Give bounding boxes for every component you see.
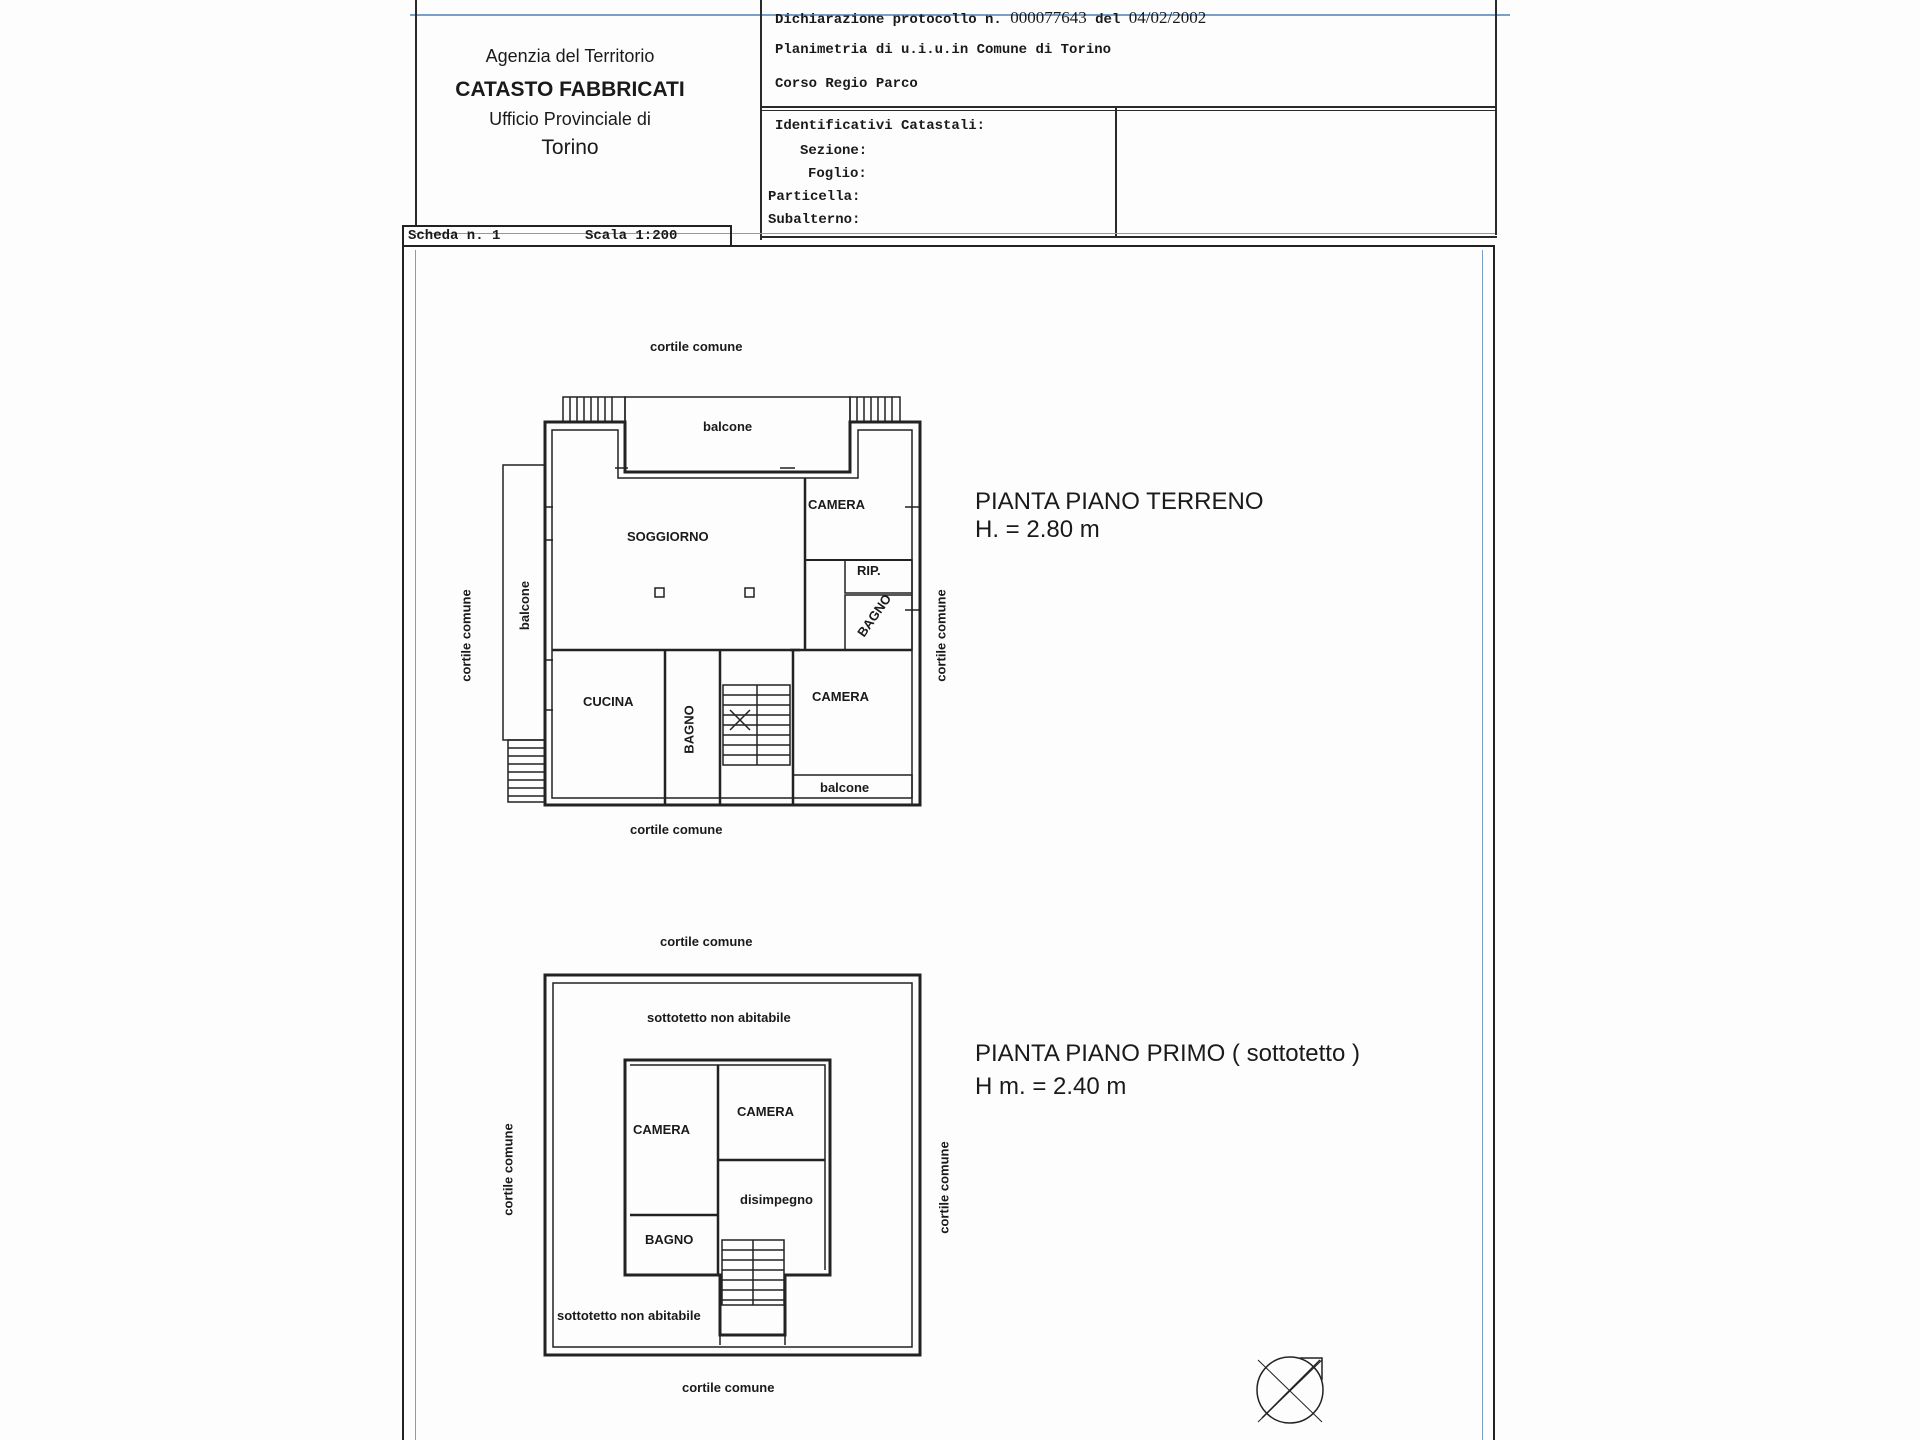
ff-bagno-label: BAGNO	[645, 1232, 694, 1247]
gf-balcone-left-label: balcone	[517, 580, 533, 631]
gf-balcone-top	[625, 397, 850, 472]
gf-courtyard-bottom: cortile comune	[630, 822, 723, 837]
protocol-label: Dichiarazione protocollo n.	[775, 12, 1002, 28]
ff-stair	[722, 1240, 784, 1305]
agency-name: Agenzia del Territorio	[485, 46, 655, 66]
north-arrow	[1257, 1357, 1323, 1423]
gf-camera-1-label: CAMERA	[808, 497, 866, 512]
date-label: del	[1095, 12, 1121, 28]
ff-attic-top: sottotetto non abitabile	[647, 1010, 791, 1025]
gf-courtyard-left: cortile comune	[458, 589, 474, 682]
gf-height: H. = 2.80 m	[975, 516, 1100, 543]
ff-outer-wall	[545, 975, 920, 1355]
agency-catasto: CATASTO FABBRICATI	[455, 78, 685, 101]
ff-courtyard-top: cortile comune	[660, 934, 753, 949]
gf-bagno-1-label: BAGNO	[854, 591, 895, 640]
cadastral-title: Identificativi Catastali:	[775, 118, 986, 134]
protocol-number: 000077643	[1010, 8, 1087, 27]
gf-balcone-bottom-label: balcone	[820, 780, 870, 795]
ff-disimpegno-label: disimpegno	[740, 1192, 813, 1207]
ff-inner-wall	[553, 983, 912, 1347]
protocol-date: 04/02/2002	[1128, 8, 1207, 27]
subalterno-label: Subalterno:	[768, 212, 861, 228]
gf-bagno-2-label: BAGNO	[681, 705, 697, 754]
sezione-label: Sezione:	[800, 143, 868, 159]
gf-stair-left	[508, 740, 545, 802]
agency-city: Torino	[541, 136, 599, 159]
gf-courtyard-right: cortile comune	[933, 589, 949, 682]
scala-label: Scala 1:200	[585, 228, 678, 244]
gf-rip-label: RIP.	[857, 563, 881, 578]
gf-cucina-label: CUCINA	[583, 694, 634, 709]
ff-height: H m. = 2.40 m	[975, 1073, 1127, 1100]
ff-courtyard-left: cortile comune	[500, 1123, 516, 1216]
ff-courtyard-bottom: cortile comune	[682, 1380, 775, 1395]
plan-description: Planimetria di u.i.u.in Comune di Torino	[775, 42, 1112, 58]
gf-stair-topleft	[563, 397, 625, 422]
ff-title: PIANTA PIANO PRIMO ( sottotetto )	[975, 1040, 1360, 1067]
particella-label: Particella:	[768, 189, 861, 205]
ff-courtyard-right: cortile comune	[936, 1141, 952, 1234]
gf-title: PIANTA PIANO TERRENO	[975, 488, 1264, 515]
gf-camera-2-label: CAMERA	[812, 689, 870, 704]
scheda-label: Scheda n. 1	[408, 228, 501, 244]
address: Corso Regio Parco	[775, 76, 918, 92]
ff-camera-1-label: CAMERA	[633, 1122, 691, 1137]
gf-stair-center	[723, 685, 790, 765]
gf-stair-topright	[850, 397, 900, 422]
ff-attic-bottom: sottotetto non abitabile	[557, 1308, 701, 1323]
gf-inner-wall	[552, 430, 912, 798]
agency-office: Ufficio Provinciale di	[489, 109, 651, 129]
foglio-label: Foglio:	[808, 166, 867, 182]
ff-camera-2-label: CAMERA	[737, 1104, 795, 1119]
gf-outer-wall	[545, 422, 920, 805]
gf-balcone-top-label: balcone	[703, 419, 753, 434]
gf-soggiorno-label: SOGGIORNO	[627, 529, 709, 544]
gf-courtyard-top: cortile comune	[650, 339, 743, 354]
